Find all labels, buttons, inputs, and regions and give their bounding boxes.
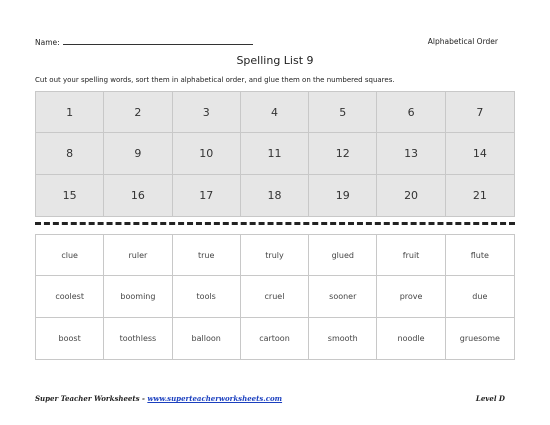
number-square: 19 xyxy=(309,175,377,216)
word-card[interactable]: sooner xyxy=(309,276,377,317)
name-field-row xyxy=(35,37,253,47)
name-line[interactable] xyxy=(63,37,253,45)
number-square: 13 xyxy=(377,133,445,174)
worksheet-title: Spelling List 9 xyxy=(236,54,314,67)
number-square: 2 xyxy=(104,92,172,133)
footer-credit xyxy=(35,394,282,403)
footer-link[interactable]: www.superteacherworksheets.com xyxy=(147,394,283,403)
word-card[interactable]: cartoon xyxy=(241,318,309,359)
word-card[interactable]: true xyxy=(173,235,241,276)
number-square: 16 xyxy=(104,175,172,216)
word-card[interactable]: glued xyxy=(309,235,377,276)
name-label: Name: xyxy=(35,38,60,47)
numbered-squares-grid xyxy=(35,91,515,217)
number-square: 21 xyxy=(472,188,487,202)
word-card[interactable]: smooth xyxy=(309,318,377,359)
instructions: Cut out your spelling words, sort them in alphabetical order, and glue them on the numbered squares. xyxy=(35,76,395,84)
number-square: 1 xyxy=(36,92,104,133)
number-square: 8 xyxy=(36,133,104,174)
word-card[interactable]: tools xyxy=(173,276,241,317)
number-square: 17 xyxy=(173,175,241,216)
number-square: 9 xyxy=(104,133,172,174)
word-card[interactable]: cruel xyxy=(241,276,309,317)
word-cards-grid xyxy=(35,234,515,360)
word-card[interactable]: flute xyxy=(446,235,514,276)
number-square: 18 xyxy=(241,175,309,216)
number-square: 12 xyxy=(309,133,377,174)
word-card[interactable]: due xyxy=(446,276,514,317)
level-label: Level D xyxy=(475,394,505,403)
word-card[interactable]: gruesome xyxy=(459,333,500,343)
number-square: 7 xyxy=(446,92,514,133)
number-square: 14 xyxy=(446,133,514,174)
number-square: 6 xyxy=(377,92,445,133)
word-card[interactable]: booming xyxy=(104,276,172,317)
number-square: 15 xyxy=(36,175,104,216)
word-card[interactable]: balloon xyxy=(173,318,241,359)
cut-line-divider xyxy=(35,222,515,225)
word-card[interactable]: truly xyxy=(241,235,309,276)
number-square: 4 xyxy=(241,92,309,133)
footer-brand: Super Teacher Worksheets - xyxy=(35,394,148,403)
number-square: 10 xyxy=(173,133,241,174)
number-square: 5 xyxy=(309,92,377,133)
number-square: 3 xyxy=(173,92,241,133)
word-card[interactable]: noodle xyxy=(377,318,445,359)
worksheet-topic: Alphabetical Order xyxy=(427,37,498,46)
word-card[interactable]: prove xyxy=(377,276,445,317)
number-square: 11 xyxy=(241,133,309,174)
word-card[interactable]: boost xyxy=(36,318,104,359)
word-card[interactable]: toothless xyxy=(104,318,172,359)
word-card[interactable]: coolest xyxy=(36,276,104,317)
word-card[interactable]: ruler xyxy=(104,235,172,276)
word-card[interactable]: fruit xyxy=(377,235,445,276)
number-square: 20 xyxy=(377,175,445,216)
word-card[interactable]: clue xyxy=(36,235,104,276)
